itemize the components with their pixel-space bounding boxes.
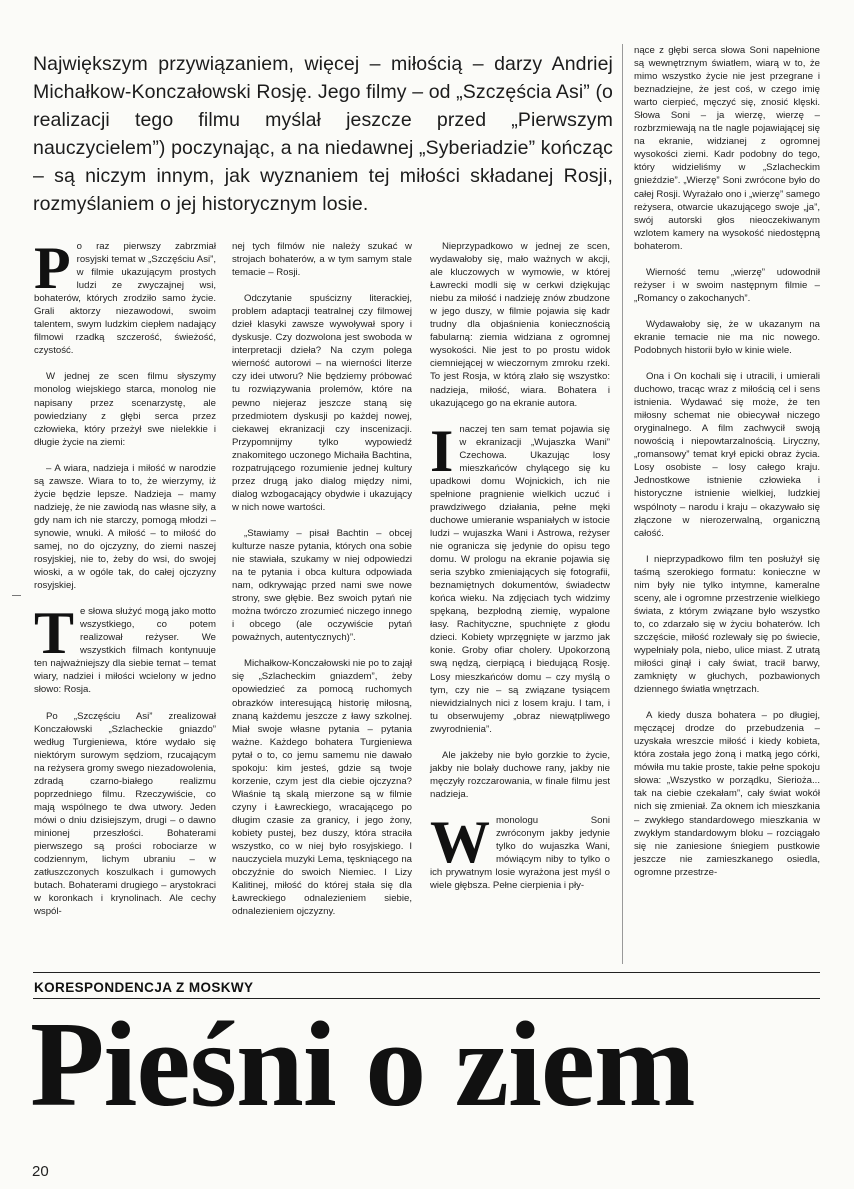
paragraph: A kiedy dusza bohatera – po długiej, męczącej drodze do przebudzenia – uzyskała wreszcie miłość i kiedy kobieta, która została jego żoną i matką jego córki, mówiła mu takie proste, takie pełne spokoju słowa: „Wszystko w porządku, Sieriożа... tak na ciebie czekałam”, cały świat wokół nich się zmieniał. Za oknem ich mieszkania – zwykłego standardowego mieszkania w zwykłym standardowym bloku – rozciągało się nie zaniesione śniegiem pustkowie jeszcze nie zamieszkanego osiedla, ogromne przestrze- xyxy=(634,710,820,878)
paragraph: Po raz pierwszy zabrzmiał rosyjski temat w „Szczęściu Asi”, w filmie ukazującym prostych ludzi ze zwyczajnej wsi, bohaterów, których zrodziło samo życie. Grali aktorzy niezawodowi, swoim talentem, swym ludzkim ciepłem nadający filmowi rzadką szczerość, świeżość, czystość. xyxy=(34,235,216,357)
article-column-3 xyxy=(430,240,610,892)
margin-mark xyxy=(12,595,21,596)
drop-cap: T xyxy=(34,600,75,667)
drop-cap: P xyxy=(34,235,71,301)
paragraph: I nieprzypadkowo film ten posłużył się taśmą szerokiego formatu: konieczne w nim były nie tylko intymne, kameralne sceny, ale i ogromne przestrzenie wielkiego świata, z którym związane było wszystko to, co zdarzało się w życiu bohaterów. Ich szczęście, miłość rozlewały się po świecie, wypełniały pola, niebo, ulice miast. Z utratą miłości ginął i cały świat, tracił barwy, zamknięty w głuchych, pozbawionych dziennego światła wnętrzach. xyxy=(634,553,820,696)
paragraph: Te słowa służyć mogą jako motto wszystkiego, co potem realizował reżyser. We wszystkich filmach kontynuuje ten najważniejszy dla siebie temat – temat wiary, nadziei i miłości wcielony w jedno słowo: Rosja. xyxy=(34,600,216,696)
paragraph: Odczytanie spuścizny literackiej, problem adaptacji teatralnej czy filmowej dzieł klasyki zawsze wywoływał spory i dyskusje. Czy dozwolona jest swoboda w interpretacji dzieła? Na czym polega wierność autorowi – na wierności literze czy idei utworu? Nie będziemy próbować tu rozwiązywania prolemów, które na pewno niejeraz jeszcze staną się przedmiotem dyskusji po każdej nowej, ciekawej ekranizacji czy inscenizacji. Przypomnijmy tylko wypowiedź znakomitego uczonego Michaiła Bachtina, rozpatrującego rozumienie jednej kultury przez drugą jako dialog między nimi, dialog wzbogacający obydwie i ukazujący w nich nowe wartości. xyxy=(232,293,412,513)
article-headline: Pieśni o ziem xyxy=(30,997,695,1132)
article-column-4 xyxy=(634,44,820,879)
paragraph: Inaczej ten sam temat pojawia się w ekranizacji „Wujaszka Wani” Czechowa. Ukazując losy mieszkańców chylącego się ku upadkowi domu Wojnickich, ich nie spełnione pragnienie wielkich uczuć i prawdziwego działania, pełne męki duchowe umieranie wspaniałych w istocie ludzi – wujaszka Wani i Astrowa, reżyser nie ogranicza się jedynie do opisu tego domu. W prologu na ekranie pojawia się seria szybko zmieniających się fotografii, beznamiętnych dokumentów, świadectw końca wieku. Na zdjęciach tych widzimy spękaną, bezpłodną ziemię, wypalone łasy. Rachityczne, spuchnięte z głodu dzieci. Kobiety wprzęgnięte w jarzmo jak konie. Groby ofiar cholery. Upokorzoną swą nędzą, cierpiącą i biedującą Rosję. Losy mieszkańców domu – czy myślą o tym, czy nie – są związane tysiącem niewidzialnych nici z losem kraju. I tam, i tu obserwujemy „obraz niewątpliwego zwyrodnienia”. xyxy=(430,417,610,735)
paragraph: Ona i On kochali się i utracili, i umierali duchowo, tracąc wraz z miłością cel i sens istnienia. Wydawać się może, że ten miłosny schemat nie obiecywał niczego oryginalnego. A film zachwycił swoją nowością i niepowtarzalnością. Liryczny, „romansowy” temat krył epicki obraz życia. Losy osobiste – losy całego kraju. Jednostkowe istnienie człowieka i historyczne istnienie wielkiej, ludzkiej wspólnoty – narodu i kraju – okazywało się złączone w nierozerwalną, organiczną całość. xyxy=(634,371,820,539)
lead-paragraph: Największym przywiązaniem, więcej – miłością – darzy Andriej Michałkow-Konczałowski Rosję. Jego filmy – od „Szczęścia Asi” (o realizacji tego filmu myślał jeszcze przed „Pierwszym nauczycielem”) poczynając, a na niedawnej „Syberiadzie” kończąc – są niczym innym, jak wyznaniem tej miłości składanej Rosji, rozmyślaniem o jej historycznym losie. xyxy=(33,53,613,215)
paragraph: Nieprzypadkowo w jednej ze scen, wydawałoby się, mało ważnych w akcji, ale kluczowych w wymowie, w której Ławrecki modli się w cerkwi dziękując niebu za miłość i nadzieję znów zbudzone w jego duszy, w filmie pojawia się kadr trudny dla objaśnienia koniecznością fabularną: ziemia widziana z ogromnej wysokości. Nie jest to po prostu widok ciemniejącej w wieczornym zmroku rzeki. To jest Rosja, w którą zlało się wszystko: nadzieja, miłość, wiara. Bohatera i ukazującego go na ekranie autora. xyxy=(430,241,610,409)
column-rule-right xyxy=(622,44,623,964)
paragraph: nej tych filmów nie należy szukać w strojach bohaterów, a w tym samym stale temacie – Rosji. xyxy=(232,241,412,279)
paragraph: Wierność temu „wierzę” udowodnił reżyser i w swoim następnym filmie – „Romancy o zakochanych”. xyxy=(634,266,820,304)
page-number: 20 xyxy=(32,1163,49,1180)
paragraph: Ale jakżeby nie było gorzkie to życie, jakby nie bolały duchowe rany, jakby nie męczyły rozczarowania, w finale filmu jest nadzieja. xyxy=(430,749,610,800)
section-label: KORESPONDENCJA Z MOSKWY xyxy=(34,980,254,995)
article-column-2 xyxy=(232,240,412,918)
paragraph: Po „Szczęściu Asi” zrealizował Konczałowski „Szlacheckie gniazdo” według Turgieniewa, które wydało się niektórym surowym sędziom, rzucającym na reżysera gromy swego niezadowolenia, zdradą czarno-białego realizmu poprzedniego filmu. Rzeczywiście, co mają wspólnego te dwa utwory. Jeden mówi o dniu dzisiejszym, drugi – o dawno minionej przeszłości. Bohaterami pierwszego są prości robociarze w codziennym, lichym ubraniu – w zatłuszczonych koszulkach i gumowych butach. Bohaterami drugiego – arystokraci w koronkach i krynolinach. Ale cechy wspól- xyxy=(34,710,216,918)
drop-cap: W xyxy=(430,808,490,875)
drop-cap: I xyxy=(430,417,454,484)
paragraph: „Stawiamy – pisał Bachtin – obcej kulturze nasze pytania, których ona sobie nie stawiała, szukamy w niej odpowiedzi na te pytania i obca kultura odpowiada nam, odkrywając przed nami swe nowe strony, swe głębie. Bez swoich pytań nie można twórczo zrozumieć niczego innego i obcego (ale oczywiście pytań poważnych, autentycznych)”. xyxy=(232,527,412,644)
paragraph: – A wiara, nadzieja i miłość w narodzie są zawsze. Wiara to to, że wierzymy, iż życie będzie lepsze. Nadzieja – mamy nadzieję, że nie zawiodą nas własne siły, a gdy nam ich nie starczy, pomogą młodzi – synowie, wnuki. A miłość – to miłość do samej, no do ojczyzny, do ziemi naszej rosyjskiej, nie to, żeby do wsi, do swojej wioski, a w ogóle tak, do całej ojczyzny rosyjskiej. xyxy=(34,462,216,592)
paragraph: W jednej ze scen filmu słyszymy monolog wiejskiego starca, monolog nie napisany przez scenarzystę, ale powiedziany z głębi serca przez człowieka, który przeżył swe nielekkie i długie życie na ziemi: xyxy=(34,371,216,448)
article-column-1 xyxy=(34,235,216,918)
spacer xyxy=(430,410,610,423)
paragraph: Wmonologu Soni zwróconym jakby jedynie tylko do wujaszka Wani, mówiącym niby to tylko o ich prywatnym losie wyrażona jest myśl o wiele głębsza. Pełne cierpienia i pły- xyxy=(430,808,610,892)
paragraph: Michałkow-Konczałowski nie po to zajął się „Szlacheckim gniazdem”, żeby opowiedzieć za pomocą ruchomych obrazków interesującą historię miłosną, znaną każdemu jeszcze z ławy szkolnej. Miał swoje własne pytania – pytania ważne. Każdego bohatera Turgieniewa pytał o to, co jemu samemu nie dawało spokoju: kim jesteś, gdzie są twoje korzenie, czym jest dla ciebie ojczyzna? Właśnie tą skalą mierzone są w filmie czyny i Ławreckiego, wracającego po długim czasie za granicy, i jego żony, kobiety pustej, bez duszy, która straciła wszystko, co w niej było rosyjskiego. I nauczyciela muzyki Lema, tęskniącego na obczyźnie do swoich Niemiec. I Lizy Kalitinej, miłość do której stała się dla Ławreckiego odnalezieniem siebie, odnalezieniem ojczyzny. xyxy=(232,658,412,918)
paragraph: Wydawałoby się, że w ukazanym na ekranie temacie nie ma nic nowego. Podobnych historii było w kinie wiele. xyxy=(634,318,820,356)
paragraph: nące z głębi serca słowa Soni napełnione są wewnętrznym światłem, wiarą w to, że mimo wszystko życie nie jest przegrane i beznadziejne, że jest coś, w czego imię warto cierpieć, męczyć się, znosić klęski. Słowa Soni – ja wierzę, wierzę – rozbrzmiewają na tle nagle pojawiającej się na ekranie, widzianej z ogromnej wysokości ziemi. Kadr podobny do tego, który widzieliśmy w „Szlacheckim gnieździe”. „Wierzę” Soni zwrócone było do całej Rosji. Wyrażało ono i „wierzę” samego reżysera, otwarcie ukazującego swoje „ja”, swój autorski głos nieoczekiwanym wzlotem kamery na wysokość niedostępną bohaterom. xyxy=(634,45,820,252)
section-rule xyxy=(33,972,820,973)
